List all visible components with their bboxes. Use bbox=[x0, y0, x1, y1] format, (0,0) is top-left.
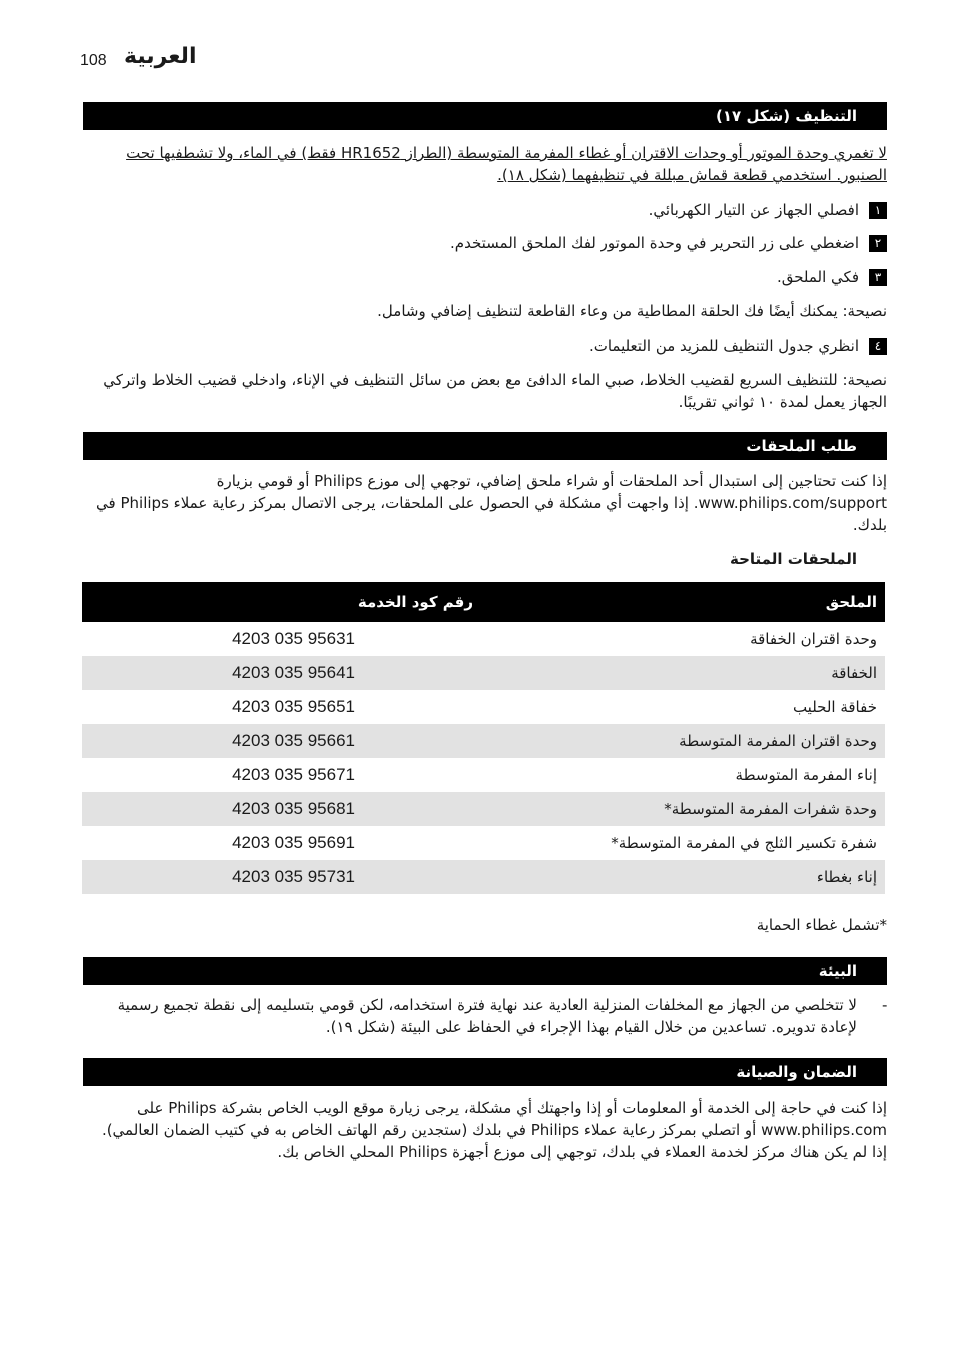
accessory-name: الخفاقة bbox=[831, 664, 877, 682]
section-title-cleaning: التنظيف (شكل ١٧) bbox=[83, 102, 887, 130]
step-number: ١ bbox=[869, 202, 887, 219]
table-header bbox=[82, 582, 885, 622]
accessory-name: وحدة شفرات المفرمة المتوسطة* bbox=[664, 800, 877, 818]
step-text: اضغطي على زر التحرير في وحدة الموتور لفك الملحق المستخدم. bbox=[450, 234, 859, 252]
table-row bbox=[82, 724, 885, 758]
section-title-environment: البيئة bbox=[83, 957, 887, 985]
accessory-name: شفرة تكسير الثلج في المفرمة المتوسطة* bbox=[611, 834, 877, 852]
bullet-dash: - bbox=[882, 996, 888, 1014]
accessory-name: إناء بغطاء bbox=[816, 868, 877, 886]
step-number: ٤ bbox=[869, 338, 887, 355]
table-row bbox=[82, 690, 885, 724]
cleaning-step-2 bbox=[200, 232, 887, 254]
cleaning-step-3 bbox=[200, 266, 887, 288]
service-code: 4203 035 95731 bbox=[232, 867, 355, 886]
service-code: 4203 035 95631 bbox=[232, 629, 355, 648]
cleaning-warning: لا تغمري وحدة الموتور أو وحدات الاقتران أو غطاء المفرمة المتوسطة (الطراز HR1652 فقط) في الماء، ولا تشطفيها تحت الصنبور. استخدمي قطعة قماش مبللة في تنظيفهما (شكل ١٨). bbox=[126, 144, 887, 184]
service-code: 4203 035 95661 bbox=[232, 731, 355, 750]
cleaning-tip-2: نصيحة: للتنظيف السريع لقضيب الخلاط، صبي الماء الدافئ مع بعض من سائل التنظيف في الإناء، وادخلي قضيب الخلاط واتركي الجهاز يعمل لمدة ١٠ ثواني تقريبًا. bbox=[103, 371, 887, 411]
accessory-name: وحدة اقتران المفرمة المتوسطة bbox=[679, 732, 877, 750]
service-code: 4203 035 95651 bbox=[232, 697, 355, 716]
page-header bbox=[80, 46, 380, 78]
cleaning-tip-1: نصيحة: يمكنك أيضًا فك الحلقة المطاطية من وعاء القاطعة لتنظيف إضافي وشامل. bbox=[377, 302, 887, 320]
accessories-table bbox=[82, 582, 885, 894]
table-row bbox=[82, 758, 885, 792]
cleaning-step-4 bbox=[200, 335, 887, 357]
section-title-ordering: طلب الملحقات bbox=[83, 432, 887, 460]
ordering-text: إذا كنت تحتاجين إلى استبدال أحد الملحقات أو شراء ملحق إضافي، توجهي إلى موزع Philips أو قومي بزيارة www.philips.com/support. إذا واجهت أي مشكلة في الحصول على الملحقات، يرجى الاتصال بمركز رعاية عملاء Philips في بلدك. bbox=[96, 472, 887, 534]
service-code: 4203 035 95681 bbox=[232, 799, 355, 818]
service-code: 4203 035 95671 bbox=[232, 765, 355, 784]
accessory-name: إناء المفرمة المتوسطة bbox=[735, 766, 877, 784]
header-service-code: رقم كود الخدمة bbox=[357, 593, 473, 611]
step-text: افصلي الجهاز عن التيار الكهربائي. bbox=[648, 201, 859, 219]
accessory-name: وحدة اقتران الخفاقة bbox=[750, 630, 877, 648]
page-number: 108 bbox=[80, 52, 107, 69]
environment-text: لا تتخلصي من الجهاز مع المخلفات المنزلية العادية عند نهاية فترة استخدامه، لكن قومي بتسليمه إلى نقطة تجميع رسمية لإعادة تدويره. تساعدين من خلال القيام بهذا الإجراء في الحفاظ على البيئة (شكل ١٩). bbox=[117, 996, 857, 1036]
service-code: 4203 035 95691 bbox=[232, 833, 355, 852]
step-number: ٢ bbox=[869, 235, 887, 252]
service-code: 4203 035 95641 bbox=[232, 663, 355, 682]
accessory-name: خفاقة الحليب bbox=[792, 698, 877, 716]
guarantee-text: إذا كنت في حاجة إلى الخدمة أو المعلومات أو إذا واجهتك أي مشكلة، يرجى زيارة موقع الويب الخاص بشركة Philips على www.philips.com أو اتصلي بمركز رعاية عملاء Philips في بلدك (ستجدين رقم الهاتف الخاص به في كتيب الضمان العالمي). إذا لم يكن هناك مركز لخدمة العملاء في بلدك، توجهي إلى موزع أجهزة Philips المحلي الخاص بك. bbox=[101, 1099, 887, 1161]
step-text: انظري جدول التنظيف للمزيد من التعليمات. bbox=[588, 337, 859, 355]
step-text: فكي الملحق. bbox=[776, 268, 859, 286]
header-accessory: الملحق bbox=[825, 593, 877, 611]
available-accessories-title: الملحقات المتاحة bbox=[730, 550, 857, 568]
page-language-title: العربية bbox=[124, 44, 197, 69]
step-number: ٣ bbox=[869, 269, 887, 286]
table-row bbox=[82, 656, 885, 690]
table-row bbox=[82, 622, 885, 656]
table-row bbox=[82, 860, 885, 894]
cleaning-step-1 bbox=[200, 199, 887, 221]
table-row bbox=[82, 826, 885, 860]
table-row bbox=[82, 792, 885, 826]
section-title-guarantee: الضمان والصيانة bbox=[83, 1058, 887, 1086]
table-footnote: *تشمل غطاء الحماية bbox=[756, 916, 887, 934]
